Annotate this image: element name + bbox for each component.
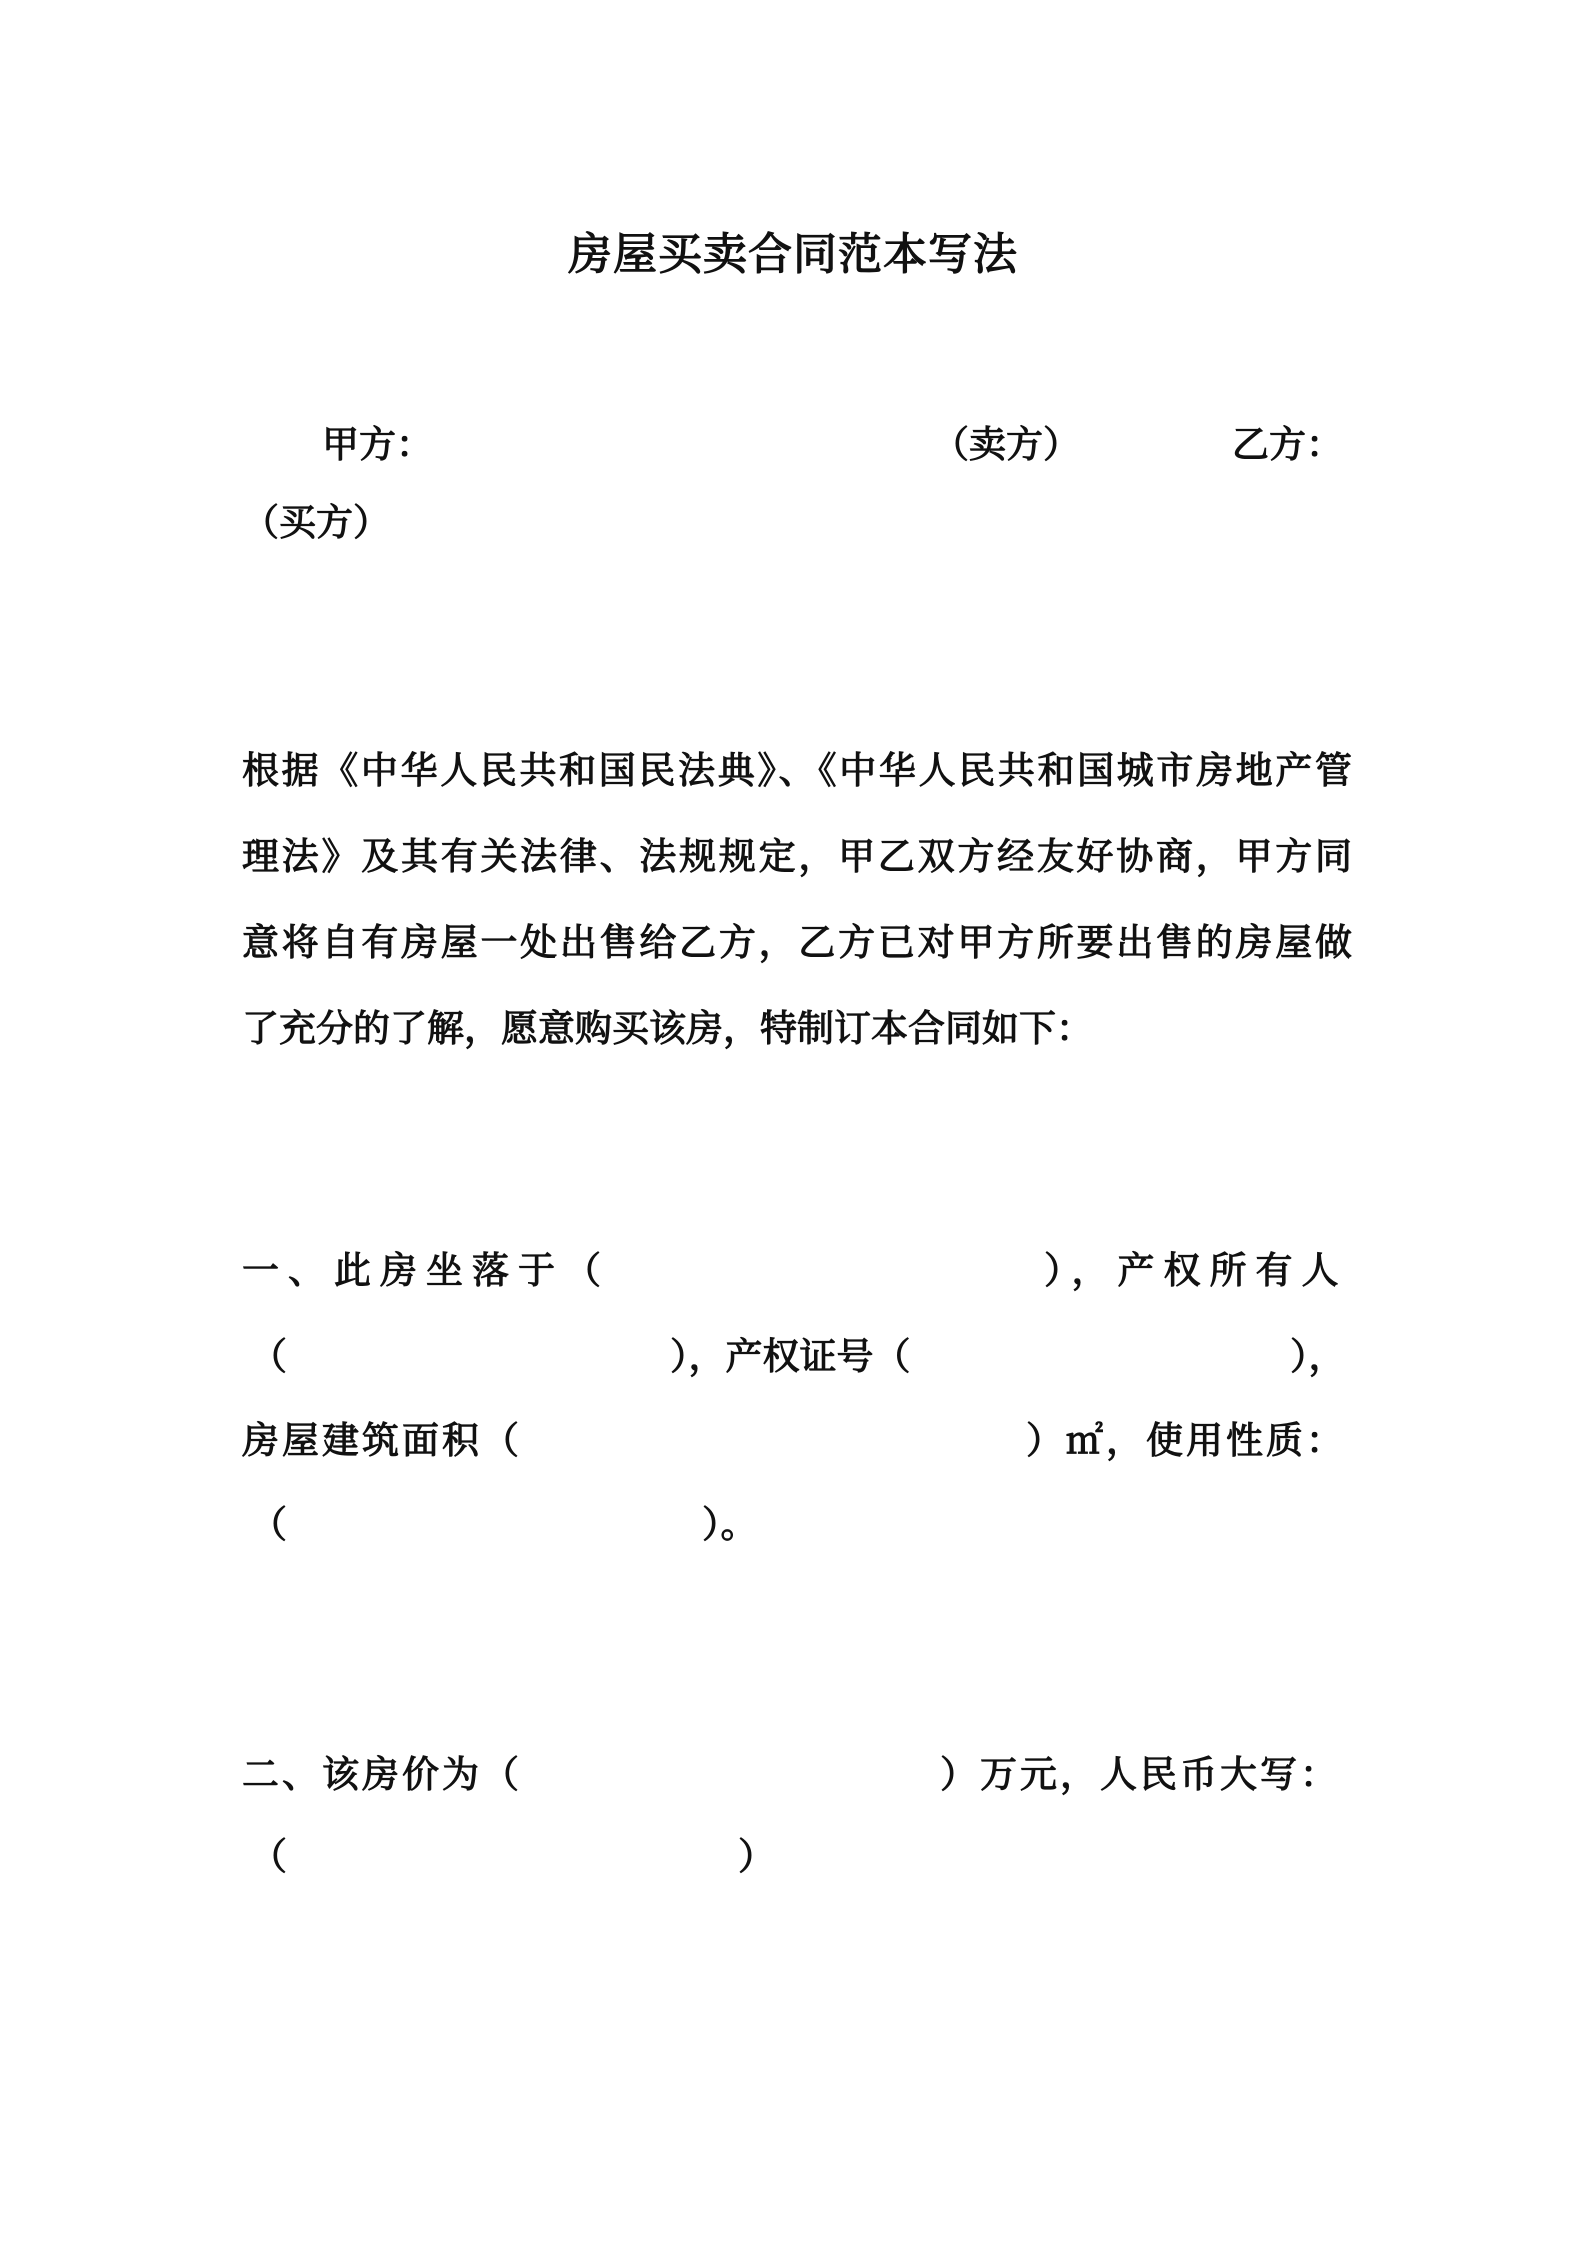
clause2-words-open: （ [250,1835,287,1878]
preamble-line: 意将自有房屋一处出售给乙方，乙方已对甲方所要出售的房屋做 [242,921,1352,964]
buyer-note: （买方） [242,501,390,544]
clause1-owner-open: （ [250,1335,287,1378]
clause2-price-label: 二、该房价为（ [242,1753,522,1796]
clause1-owner-label: ），产权所有人 [1044,1249,1348,1292]
clause1-usage-open: （ [250,1503,287,1546]
clause1-location-label: 一、此房坐落于（ [242,1249,610,1292]
clause1-usage-close: ）。 [702,1503,758,1546]
clause1-cert-close: ）， [1290,1335,1346,1378]
preamble-paragraph [242,749,1352,1096]
preamble-line: 了充分的了解，愿意购买该房，特制订本合同如下： [242,1007,1093,1050]
clause1-cert-label: ），产权证号（ [670,1335,911,1378]
preamble-line: 理法》及其有关法律、法规规定，甲乙双方经友好协商，甲方同 [242,835,1352,878]
seller-note: （卖方） [932,423,1080,466]
clause1-usage-label: ）㎡，使用性质： [1026,1419,1346,1462]
party-a-label: 甲方： [322,423,433,466]
clause2-words-close: ） [738,1835,775,1878]
party-b-label: 乙方： [1232,423,1343,466]
preamble-line: 根据《中华人民共和国民法典》、《中华人民共和国城市房地产管 [242,749,1352,792]
clause1-area-label: 房屋建筑面积（ [242,1419,522,1462]
document-title: 房屋买卖合同范本写法 [568,229,1018,280]
clause2-amount-words-label: ）万元，人民币大写： [940,1753,1340,1796]
